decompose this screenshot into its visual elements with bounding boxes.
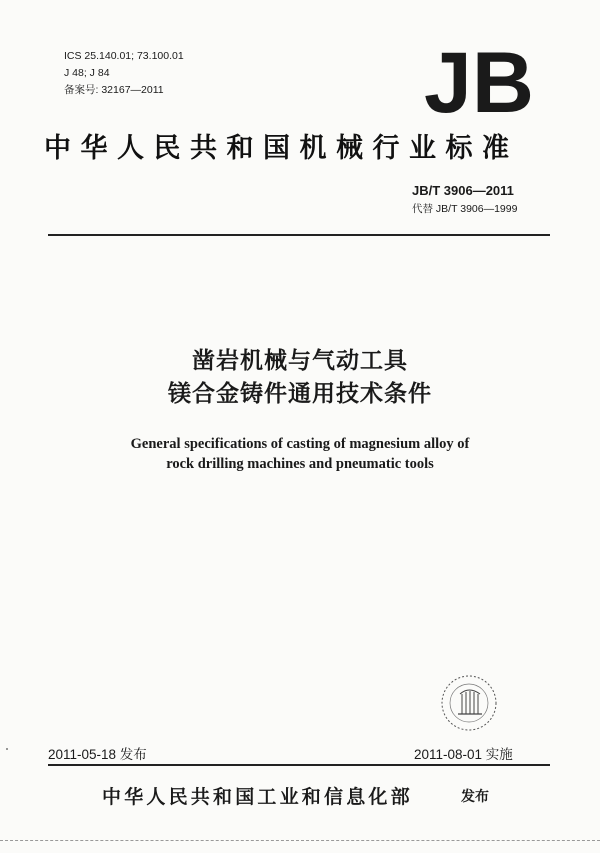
publisher-seal-icon xyxy=(438,672,500,734)
jb-logo-text: JB xyxy=(424,40,534,120)
issuing-authority: 中华人民共和国工业和信息化部 xyxy=(102,786,413,808)
title-en-line2: rock drilling machines and pneumatic tools xyxy=(166,456,434,472)
jb-logo xyxy=(424,40,534,120)
footer-divider xyxy=(48,764,550,766)
implementation-date: 2011-08-01 实施 xyxy=(414,747,513,762)
header-metadata xyxy=(64,48,184,99)
title-cn-line1: 凿岩机械与气动工具 xyxy=(192,348,408,374)
org-title: 中华人民共和国机械行业标准 xyxy=(44,133,519,164)
filing-number: 备案号: 32167—2011 xyxy=(64,84,164,96)
publish-date: 2011-05-18 发布 xyxy=(48,747,147,762)
scan-edge-line xyxy=(0,840,600,842)
scan-speck xyxy=(6,748,8,750)
ics-code: ICS 25.140.01; 73.100.01 xyxy=(64,50,184,62)
issuer-suffix: 发布 xyxy=(461,789,489,805)
title-en-line1: General specifications of casting of magnesium alloy of xyxy=(130,436,470,452)
classification-code: J 48; J 84 xyxy=(64,67,110,79)
header-divider xyxy=(48,234,550,236)
title-cn-line2: 镁合金铸件通用技术条件 xyxy=(168,381,432,407)
standard-number: JB/T 3906—2011 xyxy=(412,183,514,198)
replaced-standard: 代替 JB/T 3906—1999 xyxy=(412,203,518,215)
